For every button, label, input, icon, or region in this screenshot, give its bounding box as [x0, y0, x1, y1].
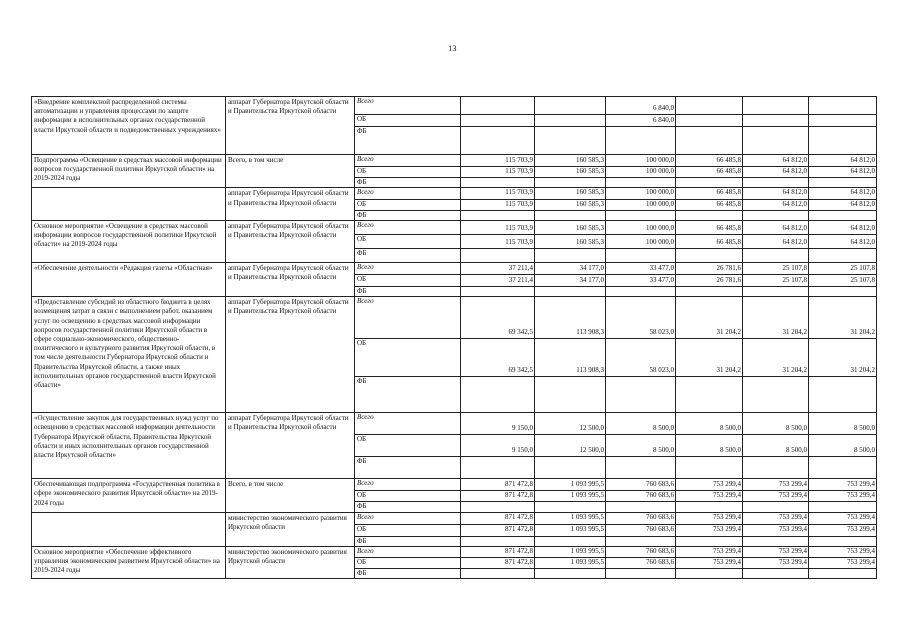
amount-cell: 64 812,0: [743, 167, 809, 178]
table-row: [32, 546, 877, 557]
amount-cell: 64 812,0: [809, 235, 877, 249]
amount-cell: [809, 536, 877, 546]
program-name-cell: Обеспечивающая подпрограмма «Государственная политика в сфере экономического развития Иркутской области» на 2019-2024 годы: [32, 479, 226, 512]
funding-source-cell: ОБ: [355, 167, 461, 178]
amount-cell: 25 107,8: [743, 263, 809, 275]
amount-cell: 31 204,2: [676, 339, 743, 377]
amount-cell: [809, 569, 877, 579]
amount-cell: 34 177,0: [535, 263, 606, 275]
executor-cell: Всего, в том числе: [226, 155, 355, 188]
amount-cell: 64 812,0: [809, 221, 877, 235]
amount-cell: [743, 210, 809, 220]
amount-cell: [809, 210, 877, 220]
amount-cell: 64 812,0: [809, 155, 877, 167]
amount-cell: 37 211,4: [461, 263, 535, 275]
funding-source-cell: Всего: [355, 97, 461, 115]
amount-cell: [809, 287, 877, 297]
amount-cell: 1 093 995,5: [535, 524, 606, 536]
funding-source-cell: ФБ: [355, 287, 461, 297]
amount-cell: 8 500,0: [676, 413, 743, 435]
amount-cell: 753 299,4: [743, 491, 809, 502]
funding-source-cell: Всего: [355, 546, 461, 557]
amount-cell: 871 472,8: [461, 524, 535, 536]
funding-source-cell: ФБ: [355, 536, 461, 546]
budget-table-container: [31, 96, 877, 579]
amount-cell: [676, 115, 743, 127]
executor-cell: аппарат Губернатора Иркутской области и Правительства Иркутской области: [226, 263, 355, 297]
amount-cell: 66 485,8: [676, 188, 743, 199]
funding-source-cell: Всего: [355, 221, 461, 235]
amount-cell: 31 204,2: [743, 297, 809, 339]
amount-cell: 753 299,4: [676, 524, 743, 536]
amount-cell: [461, 210, 535, 220]
amount-cell: [676, 97, 743, 115]
amount-cell: 64 812,0: [809, 199, 877, 210]
amount-cell: 64 812,0: [743, 155, 809, 167]
funding-source-cell: ФБ: [355, 178, 461, 188]
amount-cell: [809, 377, 877, 413]
amount-cell: [535, 569, 606, 579]
funding-source-cell: ОБ: [355, 435, 461, 457]
amount-cell: 753 299,4: [809, 546, 877, 557]
amount-cell: [606, 210, 676, 220]
amount-cell: 753 299,4: [809, 512, 877, 524]
amount-cell: [809, 178, 877, 188]
amount-cell: [809, 115, 877, 127]
amount-cell: 26 781,6: [676, 263, 743, 275]
amount-cell: [461, 97, 535, 115]
amount-cell: 31 204,2: [809, 297, 877, 339]
amount-cell: 66 485,8: [676, 155, 743, 167]
amount-cell: 753 299,4: [809, 491, 877, 502]
amount-cell: 115 703,9: [461, 199, 535, 210]
amount-cell: 31 204,2: [676, 297, 743, 339]
amount-cell: 25 107,8: [809, 275, 877, 287]
amount-cell: 26 781,6: [676, 275, 743, 287]
funding-source-cell: ФБ: [355, 457, 461, 479]
amount-cell: [461, 502, 535, 512]
amount-cell: [743, 178, 809, 188]
executor-cell: министерство экономического развития Иркутской области: [226, 546, 355, 579]
amount-cell: 9 150,0: [461, 413, 535, 435]
amount-cell: [535, 287, 606, 297]
table-row: [32, 221, 877, 235]
amount-cell: [535, 97, 606, 115]
amount-cell: [676, 502, 743, 512]
amount-cell: [676, 457, 743, 479]
amount-cell: [461, 127, 535, 155]
amount-cell: [535, 249, 606, 263]
executor-cell: аппарат Губернатора Иркутской области и Правительства Иркутской области: [226, 188, 355, 221]
amount-cell: 9 150,0: [461, 435, 535, 457]
amount-cell: 64 812,0: [743, 235, 809, 249]
amount-cell: [809, 97, 877, 115]
amount-cell: [606, 249, 676, 263]
executor-cell: аппарат Губернатора Иркутской области и Правительства Иркутской области: [226, 97, 355, 155]
amount-cell: 64 812,0: [743, 199, 809, 210]
program-name-cell: [32, 188, 226, 221]
amount-cell: 1 093 995,5: [535, 512, 606, 524]
amount-cell: [461, 115, 535, 127]
amount-cell: [535, 115, 606, 127]
amount-cell: [535, 502, 606, 512]
amount-cell: 64 812,0: [743, 188, 809, 199]
amount-cell: [676, 569, 743, 579]
funding-source-cell: ОБ: [355, 491, 461, 502]
amount-cell: [676, 178, 743, 188]
amount-cell: 753 299,4: [743, 546, 809, 557]
amount-cell: 34 177,0: [535, 275, 606, 287]
funding-source-cell: ФБ: [355, 377, 461, 413]
amount-cell: [606, 127, 676, 155]
funding-source-cell: Всего: [355, 297, 461, 339]
amount-cell: 6 840,0: [606, 97, 676, 115]
executor-cell: Всего, в том числе: [226, 479, 355, 512]
amount-cell: 66 485,8: [676, 235, 743, 249]
amount-cell: 760 683,6: [606, 491, 676, 502]
funding-source-cell: ОБ: [355, 235, 461, 249]
amount-cell: 100 000,0: [606, 167, 676, 178]
amount-cell: 100 000,0: [606, 235, 676, 249]
amount-cell: [743, 502, 809, 512]
amount-cell: 753 299,4: [809, 524, 877, 536]
program-name-cell: Основное мероприятие «Обеспечение эффективного управления экономическим развитием Иркутской области» на 2019-2024 годы: [32, 546, 226, 579]
amount-cell: 1 093 995,5: [535, 546, 606, 557]
amount-cell: [809, 127, 877, 155]
amount-cell: 753 299,4: [743, 524, 809, 536]
amount-cell: [606, 377, 676, 413]
amount-cell: 8 500,0: [606, 413, 676, 435]
amount-cell: [461, 536, 535, 546]
amount-cell: [743, 569, 809, 579]
funding-source-cell: ФБ: [355, 127, 461, 155]
amount-cell: 100 000,0: [606, 199, 676, 210]
amount-cell: [743, 536, 809, 546]
executor-cell: аппарат Губернатора Иркутской области и Правительства Иркутской области: [226, 413, 355, 479]
amount-cell: 8 500,0: [809, 413, 877, 435]
amount-cell: 69 342,5: [461, 339, 535, 377]
amount-cell: 760 683,6: [606, 479, 676, 491]
amount-cell: [606, 536, 676, 546]
amount-cell: 160 585,3: [535, 188, 606, 199]
funding-source-cell: ОБ: [355, 339, 461, 377]
amount-cell: 113 908,3: [535, 297, 606, 339]
funding-source-cell: ФБ: [355, 502, 461, 512]
amount-cell: [606, 457, 676, 479]
amount-cell: 58 023,0: [606, 297, 676, 339]
amount-cell: 160 585,3: [535, 221, 606, 235]
amount-cell: 871 472,8: [461, 512, 535, 524]
table-row: [32, 512, 877, 524]
amount-cell: [606, 178, 676, 188]
table-row: [32, 479, 877, 491]
amount-cell: [535, 127, 606, 155]
funding-source-cell: Всего: [355, 479, 461, 491]
executor-cell: аппарат Губернатора Иркутской области и Правительства Иркутской области: [226, 297, 355, 413]
table-row: [32, 97, 877, 115]
amount-cell: [676, 377, 743, 413]
funding-source-cell: ОБ: [355, 199, 461, 210]
amount-cell: 753 299,4: [676, 479, 743, 491]
amount-cell: 8 500,0: [676, 435, 743, 457]
amount-cell: 871 472,8: [461, 479, 535, 491]
amount-cell: 12 500,0: [535, 413, 606, 435]
amount-cell: [606, 502, 676, 512]
executor-cell: министерство экономического развития Иркутской области: [226, 512, 355, 546]
amount-cell: 25 107,8: [809, 263, 877, 275]
amount-cell: 25 107,8: [743, 275, 809, 287]
amount-cell: 115 703,9: [461, 221, 535, 235]
amount-cell: 113 908,3: [535, 339, 606, 377]
amount-cell: 100 000,0: [606, 221, 676, 235]
funding-source-cell: ОБ: [355, 275, 461, 287]
amount-cell: [606, 569, 676, 579]
program-name-cell: Основное мероприятие «Освещение в средствах массовой информации вопросов государственной политики Иркутской области» на 2019-2024 годы: [32, 221, 226, 263]
amount-cell: 66 485,8: [676, 199, 743, 210]
amount-cell: 753 299,4: [676, 491, 743, 502]
amount-cell: 1 093 995,5: [535, 558, 606, 569]
table-row: [32, 263, 877, 275]
amount-cell: 871 472,8: [461, 546, 535, 557]
amount-cell: 37 211,4: [461, 275, 535, 287]
amount-cell: 66 485,8: [676, 167, 743, 178]
amount-cell: 760 683,6: [606, 558, 676, 569]
amount-cell: 160 585,3: [535, 235, 606, 249]
amount-cell: 58 023,0: [606, 339, 676, 377]
amount-cell: [535, 457, 606, 479]
program-name-cell: «Осуществление закупок для государственных нужд услуг по освещению в средствах массовой информации деятельности Губернатора Иркутской области, Правительства Иркутской области и иных исполнительных органов государственной власти Иркутской области»: [32, 413, 226, 479]
funding-source-cell: Всего: [355, 413, 461, 435]
program-name-cell: Подпрограмма «Освещение в средствах массовой информации вопросов государственной политики Иркутской области» на 2019-2024 годы: [32, 155, 226, 188]
funding-source-cell: ОБ: [355, 558, 461, 569]
amount-cell: [743, 127, 809, 155]
amount-cell: [743, 249, 809, 263]
amount-cell: 160 585,3: [535, 199, 606, 210]
amount-cell: 753 299,4: [743, 479, 809, 491]
table-row: [32, 155, 877, 167]
amount-cell: [535, 377, 606, 413]
amount-cell: 33 477,0: [606, 263, 676, 275]
funding-source-cell: ФБ: [355, 249, 461, 263]
amount-cell: 100 000,0: [606, 188, 676, 199]
amount-cell: 1 093 995,5: [535, 491, 606, 502]
amount-cell: [809, 249, 877, 263]
funding-source-cell: ФБ: [355, 569, 461, 579]
funding-source-cell: ФБ: [355, 210, 461, 220]
amount-cell: 115 703,9: [461, 155, 535, 167]
amount-cell: 6 840,0: [606, 115, 676, 127]
amount-cell: 753 299,4: [809, 558, 877, 569]
amount-cell: 160 585,3: [535, 167, 606, 178]
program-name-cell: [32, 512, 226, 546]
amount-cell: [461, 178, 535, 188]
amount-cell: 69 342,5: [461, 297, 535, 339]
funding-source-cell: Всего: [355, 155, 461, 167]
page-number: 13: [448, 44, 457, 53]
amount-cell: [676, 249, 743, 263]
amount-cell: 753 299,4: [743, 512, 809, 524]
amount-cell: [461, 249, 535, 263]
amount-cell: [743, 377, 809, 413]
table-row: [32, 297, 877, 339]
amount-cell: 115 703,9: [461, 167, 535, 178]
amount-cell: 760 683,6: [606, 512, 676, 524]
amount-cell: 753 299,4: [676, 558, 743, 569]
amount-cell: 753 299,4: [676, 512, 743, 524]
budget-table: [31, 96, 877, 579]
amount-cell: [676, 536, 743, 546]
funding-source-cell: Всего: [355, 263, 461, 275]
amount-cell: 33 477,0: [606, 275, 676, 287]
funding-source-cell: ОБ: [355, 115, 461, 127]
amount-cell: 753 299,4: [809, 479, 877, 491]
amount-cell: 8 500,0: [809, 435, 877, 457]
amount-cell: 871 472,8: [461, 491, 535, 502]
amount-cell: [535, 536, 606, 546]
amount-cell: 753 299,4: [676, 546, 743, 557]
amount-cell: [535, 210, 606, 220]
amount-cell: 64 812,0: [809, 167, 877, 178]
amount-cell: [461, 287, 535, 297]
program-name-cell: «Предоставление субсидий из областного бюджета в целях возмещения затрат в связи с выполнением работ, оказанием услуг по освещению в средствах массовой информации вопросов государственной политики Иркутской области в сфере социально-экономического, общественно-политического и культурного развития Иркутской области, в том числе деятельности Губернатора Иркутской области и Правительства Иркутской области, а также иных исполнительных органов государственной власти Иркутской области»: [32, 297, 226, 413]
amount-cell: [743, 457, 809, 479]
amount-cell: [461, 377, 535, 413]
amount-cell: 760 683,6: [606, 524, 676, 536]
amount-cell: 160 585,3: [535, 155, 606, 167]
amount-cell: [606, 287, 676, 297]
table-row: [32, 188, 877, 199]
amount-cell: [461, 457, 535, 479]
amount-cell: 31 204,2: [809, 339, 877, 377]
amount-cell: 1 093 995,5: [535, 479, 606, 491]
amount-cell: 64 812,0: [809, 188, 877, 199]
amount-cell: 8 500,0: [743, 435, 809, 457]
amount-cell: [461, 569, 535, 579]
amount-cell: 753 299,4: [743, 558, 809, 569]
program-name-cell: «Внедрение комплексной распределенной системы автоматизации и управления процессами по защите информации в исполнительных органах государственной власти Иркутской области и подведомственных учреждениях»: [32, 97, 226, 155]
funding-source-cell: Всего: [355, 188, 461, 199]
amount-cell: 64 812,0: [743, 221, 809, 235]
amount-cell: 871 472,8: [461, 558, 535, 569]
amount-cell: [743, 97, 809, 115]
funding-source-cell: ОБ: [355, 524, 461, 536]
amount-cell: 66 485,8: [676, 221, 743, 235]
amount-cell: 115 703,9: [461, 188, 535, 199]
amount-cell: [809, 502, 877, 512]
funding-source-cell: Всего: [355, 512, 461, 524]
amount-cell: 12 500,0: [535, 435, 606, 457]
amount-cell: 8 500,0: [743, 413, 809, 435]
amount-cell: [535, 178, 606, 188]
amount-cell: [743, 115, 809, 127]
amount-cell: [743, 287, 809, 297]
amount-cell: 31 204,2: [743, 339, 809, 377]
program-name-cell: «Обеспечение деятельности «Редакция газеты «Областная»: [32, 263, 226, 297]
amount-cell: 115 703,9: [461, 235, 535, 249]
amount-cell: 8 500,0: [606, 435, 676, 457]
amount-cell: 760 683,6: [606, 546, 676, 557]
executor-cell: аппарат Губернатора Иркутской области и Правительства Иркутской области: [226, 221, 355, 263]
amount-cell: [676, 287, 743, 297]
amount-cell: [809, 457, 877, 479]
amount-cell: [676, 127, 743, 155]
amount-cell: [676, 210, 743, 220]
table-row: [32, 413, 877, 435]
amount-cell: 100 000,0: [606, 155, 676, 167]
